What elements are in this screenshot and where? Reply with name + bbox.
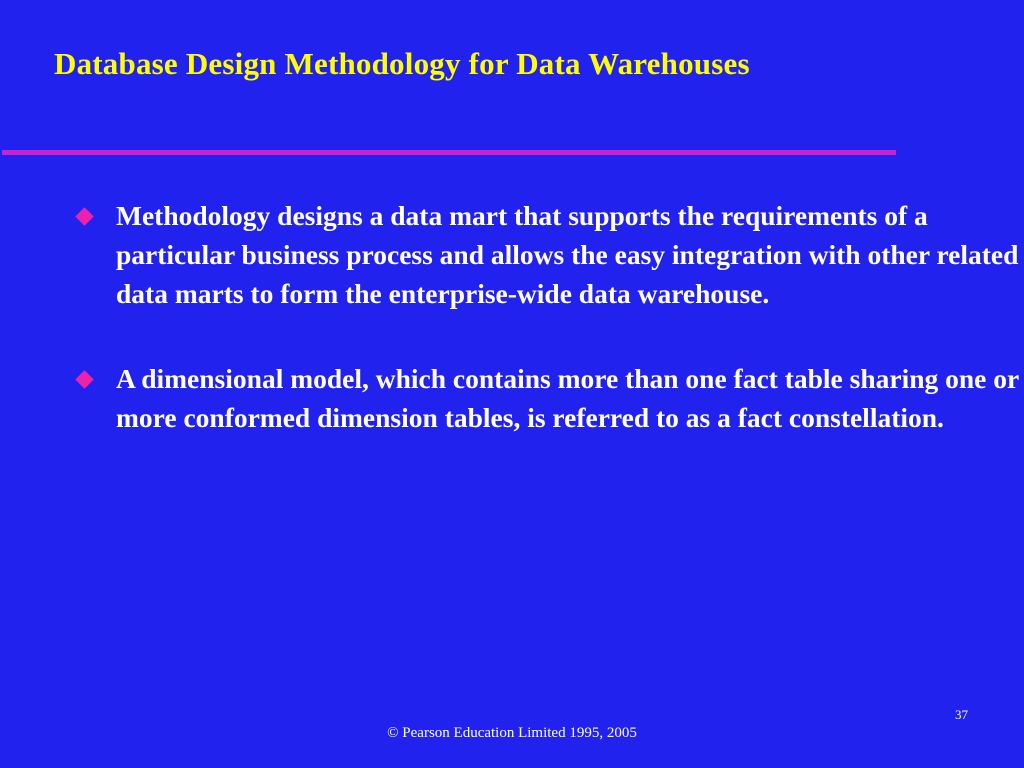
title-divider bbox=[2, 150, 896, 155]
list-item bbox=[78, 359, 1023, 437]
list-item-text: Methodology designs a data mart that supports the requirements of a particular business process and allows the easy integration with other related data marts to form the enterprise-wide data warehouse. bbox=[116, 200, 1019, 310]
page-number: 37 bbox=[955, 707, 968, 722]
slide-body bbox=[78, 196, 1023, 483]
diamond-bullet-icon bbox=[78, 359, 116, 390]
footer-copyright: © Pearson Education Limited 1995, 2005 bbox=[387, 725, 637, 741]
diamond-bullet-icon bbox=[78, 196, 116, 227]
list-item bbox=[78, 196, 1023, 313]
list-item-text: A dimensional model, which contains more than one fact table sharing one or more conformed dimension tables, is referred to as a fact constellation. bbox=[116, 363, 1019, 434]
page-title: Database Design Methodology for Data Warehouses bbox=[54, 46, 750, 81]
